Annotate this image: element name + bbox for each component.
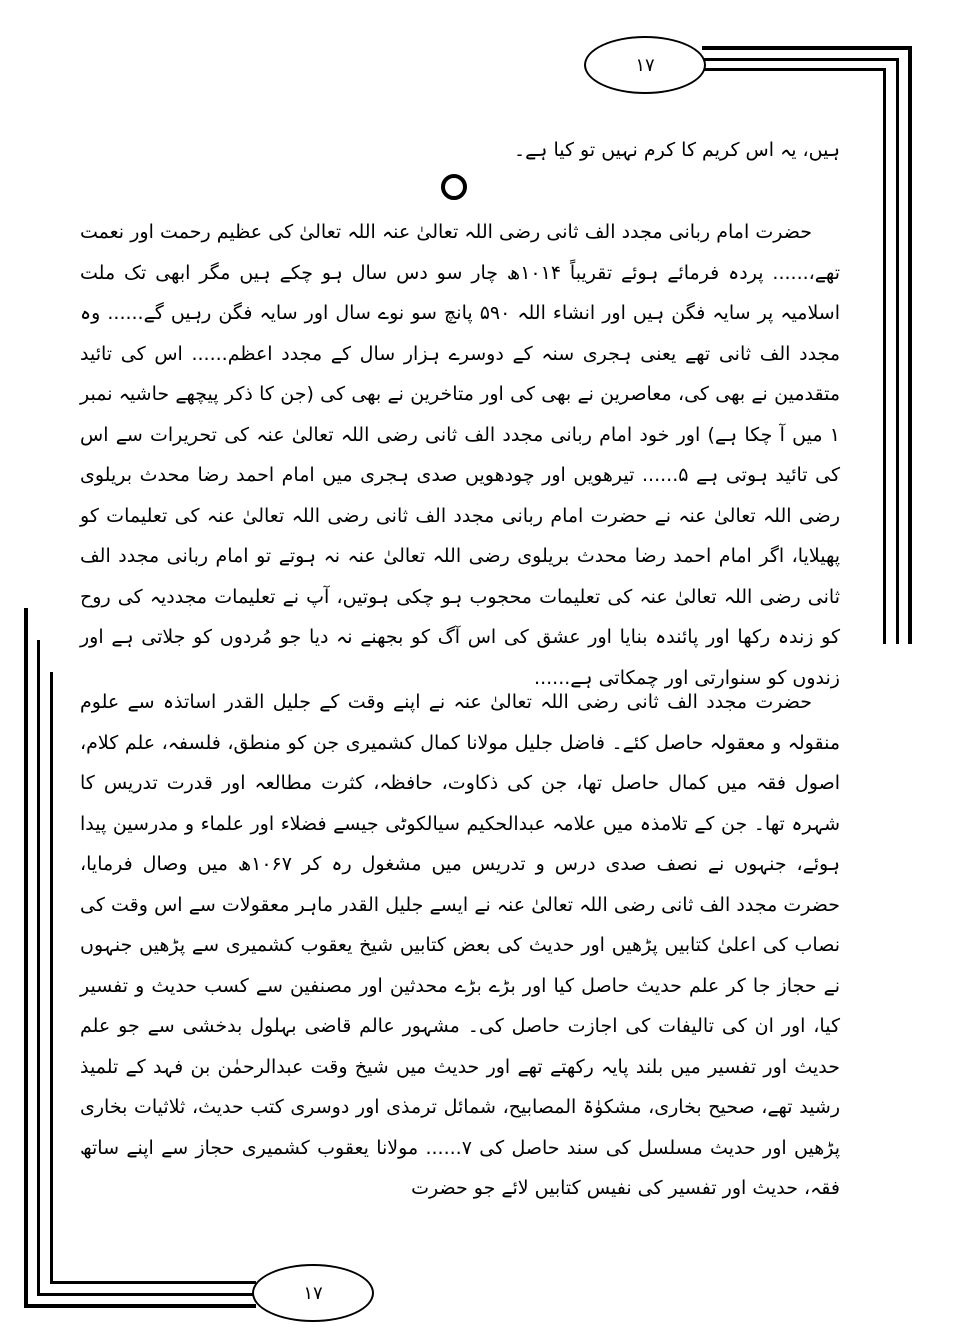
paragraph-1-block (80, 212, 840, 698)
frame-line-bottom-mid (37, 1293, 256, 1296)
frame-line-left-inner (50, 672, 53, 1284)
paragraph-2-block (80, 682, 840, 1209)
frame-line-left-mid (37, 640, 40, 1296)
frame-line-right-inner (883, 68, 886, 644)
paragraph-1: حضرت امام ربانی مجدد الف ثانی رضی اللہ تعالیٰ عنہ اللہ تعالیٰ کی عظیم رحمت اور نعمت تھے،...... پردہ فرمائے ہوئے تقریباً ۱۰۱۴ھ چار سو دس سال ہو چکے ہیں مگر ابھی تک ملت اسلامیہ پر سایہ فگن ہیں اور انشاء اللہ ۵۹۰ پانچ سو نوے سال اور سایہ فگن رہیں گے...... وہ مجدد الف ثانی تھے یعنی ہجری سنہ کے دوسرے ہزار سال کے مجدد اعظم...... اس کی تائید متقدمین نے بھی کی، معاصرین نے بھی کی اور متاخرین نے بھی کی (جن کا ذکر پیچھے حاشیہ نمبر ۱ میں آ چکا ہے) اور خود امام ربانی مجدد الف ثانی رضی اللہ تعالیٰ عنہ کی تحریرات سے اس کی تائید ہوتی ہے ۵...... تیرھویں اور چودھویں صدی ہجری میں امام احمد رضا محدث بریلوی رضی اللہ تعالیٰ عنہ نے حضرت امام ربانی مجدد الف ثانی رضی اللہ تعالیٰ عنہ کی تعلیمات کو پھیلایا، اگر امام احمد رضا محدث بریلوی رضی اللہ تعالیٰ عنہ نہ ہوتے تو امام ربانی مجدد الف ثانی رضی اللہ تعالیٰ عنہ کی تعلیمات محجوب ہو چکی ہوتیں، آپ نے تعلیمات مجددیہ کی روح کو زندہ رکھا اور پائندہ بنایا اور عشق کی اس آگ کو بجھنے نہ دیا جو مُردوں کو جلاتی ہے اور زندوں کو سنوارتی اور چمکاتی ہے...... (80, 221, 840, 689)
page-number-bottom: ۱۷ (252, 1264, 374, 1322)
intro-line: ہیں، یہ اس کریم کا کرم نہیں تو کیا ہے۔ (514, 139, 840, 161)
frame-line-left-outer (24, 608, 28, 1308)
intro-text-block (80, 130, 840, 171)
frame-line-bottom-inner (50, 1281, 256, 1284)
frame-line-bottom-outer (24, 1304, 256, 1308)
section-divider-circle-icon (441, 174, 467, 200)
page-number-top: ۱۷ (584, 36, 706, 94)
frame-line-top-outer (702, 46, 912, 50)
frame-line-right-mid (896, 58, 899, 644)
paragraph-2: حضرت مجدد الف ثانی رضی اللہ تعالیٰ عنہ نے اپنے وقت کے جلیل القدر اساتذہ سے علوم منقولہ و معقولہ حاصل کئے۔ فاضل جلیل مولانا کمال کشمیری جن کو منطق، فلسفہ، علم کلام، اصول فقہ میں کمال حاصل تھا، جن کی ذکاوت، حافظہ، کثرت مطالعہ اور قدرت تدریس کا شہرہ تھا۔ جن کے تلامذہ میں علامہ عبدالحکیم سیالکوٹی جیسے فضلاء اور علماء و مدرسین پیدا ہوئے، جنہوں نے نصف صدی درس و تدریس میں مشغول رہ کر ۱۰۶۷ھ میں وصال فرمایا، حضرت مجدد الف ثانی رضی اللہ تعالیٰ عنہ نے ایسے جلیل القدر ماہر معقولات سے اس وقت کی نصاب کی اعلیٰ کتابیں پڑھیں اور حدیث کی بعض کتابیں شیخ یعقوب کشمیری سے پڑھیں جنہوں نے حجاز جا کر علم حدیث حاصل کیا اور بڑے بڑے محدثین اور مصنفین سے کسب حدیث و تفسیر کیا، اور ان کی تالیفات کی اجازت حاصل کی۔ مشہور عالم قاضی بہلول بدخشی سے جو علم حدیث اور تفسیر میں بلند پایہ رکھتے تھے اور حدیث میں شیخ وقت عبدالرحمٰن بن فہد کے تلمیذ رشید تھے، صحیح بخاری، مشکوٰۃ المصابیح، شمائل ترمذی اور دوسری کتب حدیث، ثلاثیات بخاری پڑھیں اور حدیث مسلسل کی سند حاصل کی ۷...... مولانا یعقوب کشمیری حجاز سے اپنے ساتھ فقہ، حدیث اور تفسیر کی نفیس کتابیں لائے جو حضرت (80, 691, 841, 1199)
frame-line-top-inner (702, 68, 886, 71)
frame-line-top-mid (702, 58, 899, 61)
frame-line-right-outer (908, 46, 912, 644)
